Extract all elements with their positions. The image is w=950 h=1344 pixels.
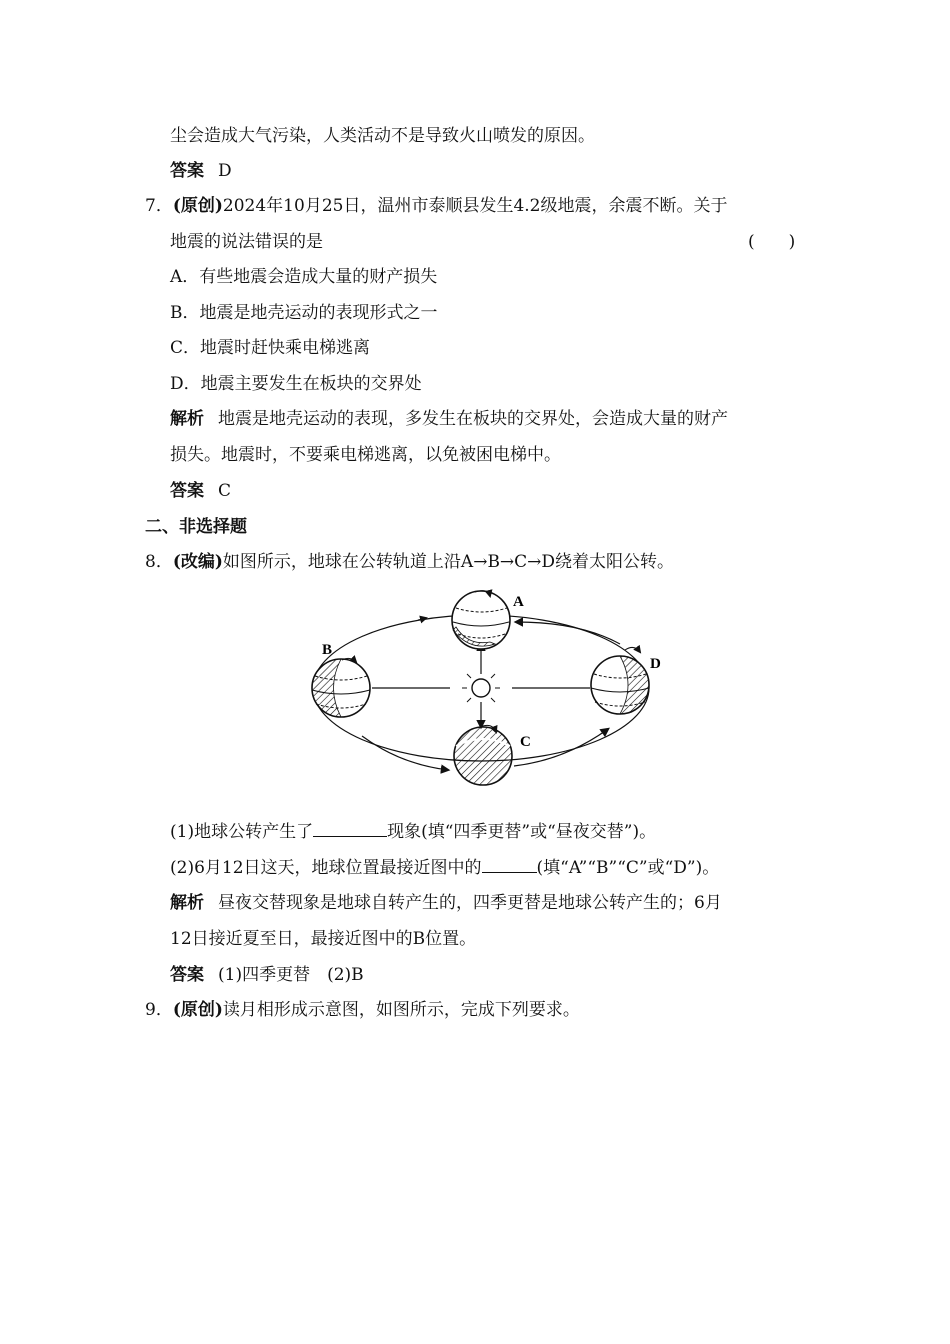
q8-stem (145, 550, 674, 574)
analysis-text: 昼夜交替现象是地球自转产生的，四季更替是地球公转产生的；6月 (218, 893, 722, 913)
q8-sub2 (170, 856, 719, 880)
sun-icon (462, 669, 500, 707)
answer-value: (1)四季更替 (2)B (218, 965, 364, 985)
analysis-text: 地震是地壳运动的表现，多发生在板块的交界处，会造成大量的财产 (218, 409, 728, 429)
q9-stem (145, 998, 580, 1022)
question-stem: 如图所示，地球在公转轨道上沿A→B→C→D绕着太阳公转。 (222, 552, 675, 572)
q7-option-c: C．地震时赶快乘电梯逃离 (170, 338, 371, 358)
q7-stem-line2 (170, 230, 810, 254)
q8-analysis-line2: 12日接近夏至日，最接近图中的B位置。 (170, 929, 477, 949)
answer-label: 答案 (170, 481, 204, 501)
q7-option-a: A．有些地震会造成大量的财产损失 (170, 267, 438, 287)
label-c: C (520, 734, 531, 750)
q8-answer (170, 963, 364, 987)
fill-blank[interactable] (482, 856, 537, 873)
q8-analysis-line1 (170, 891, 722, 915)
question-tag: (原创) (172, 196, 223, 216)
fill-blank[interactable] (313, 820, 387, 837)
label-b: B (322, 642, 333, 658)
section-title: 二、非选择题 (145, 517, 247, 537)
question-stem: 地震的说法错误的是 (170, 232, 323, 252)
prev-answer (170, 159, 232, 183)
sub-question-text: (1)地球公转产生了 (170, 822, 314, 842)
answer-label: 答案 (170, 965, 204, 985)
answer-value: C (218, 481, 232, 501)
earth-position-b (312, 658, 370, 717)
answer-value: D (218, 161, 232, 181)
q7-option-d: D．地震主要发生在板块的交界处 (170, 374, 422, 394)
q7-option-b: B．地震是地壳运动的表现形式之一 (170, 303, 438, 323)
analysis-label: 解析 (170, 893, 204, 913)
analysis-label: 解析 (170, 409, 204, 429)
label-d: D (650, 656, 661, 672)
answer-bracket: ( ) (748, 232, 796, 252)
earth-orbit-figure (300, 582, 680, 802)
question-stem: 2024年10月25日，温州市泰顺县发生4.2级地震，余震不断。关于 (222, 196, 728, 216)
question-tag: (改编) (172, 552, 223, 572)
question-number: 7． (145, 196, 173, 216)
q7-analysis-line1 (170, 407, 728, 431)
q8-sub1 (170, 820, 656, 844)
question-number: 8． (145, 552, 173, 572)
sub-question-text: (填“A”“B”“C”或“D”)。 (536, 858, 720, 878)
earth-position-a (452, 591, 510, 649)
prev-analysis-tail: 尘会造成大气污染，人类活动不是导致火山喷发的原因。 (170, 126, 595, 146)
earth-position-c (454, 725, 512, 785)
earth-position-d (591, 647, 649, 714)
question-number: 9． (145, 1000, 173, 1020)
q7-stem-line1 (145, 194, 727, 218)
q7-answer (170, 479, 231, 503)
sub-question-text: 现象(填“四季更替”或“昼夜交替”)。 (387, 822, 657, 842)
answer-label: 答案 (170, 161, 204, 181)
label-a: A (513, 594, 524, 610)
question-tag: (原创) (172, 1000, 223, 1020)
sub-question-text: (2)6月12日这天，地球位置最接近图中的 (170, 858, 482, 878)
q7-analysis-line2: 损失。地震时，不要乘电梯逃离，以免被困电梯中。 (170, 445, 561, 465)
question-stem: 读月相形成示意图，如图所示，完成下列要求。 (222, 1000, 580, 1020)
